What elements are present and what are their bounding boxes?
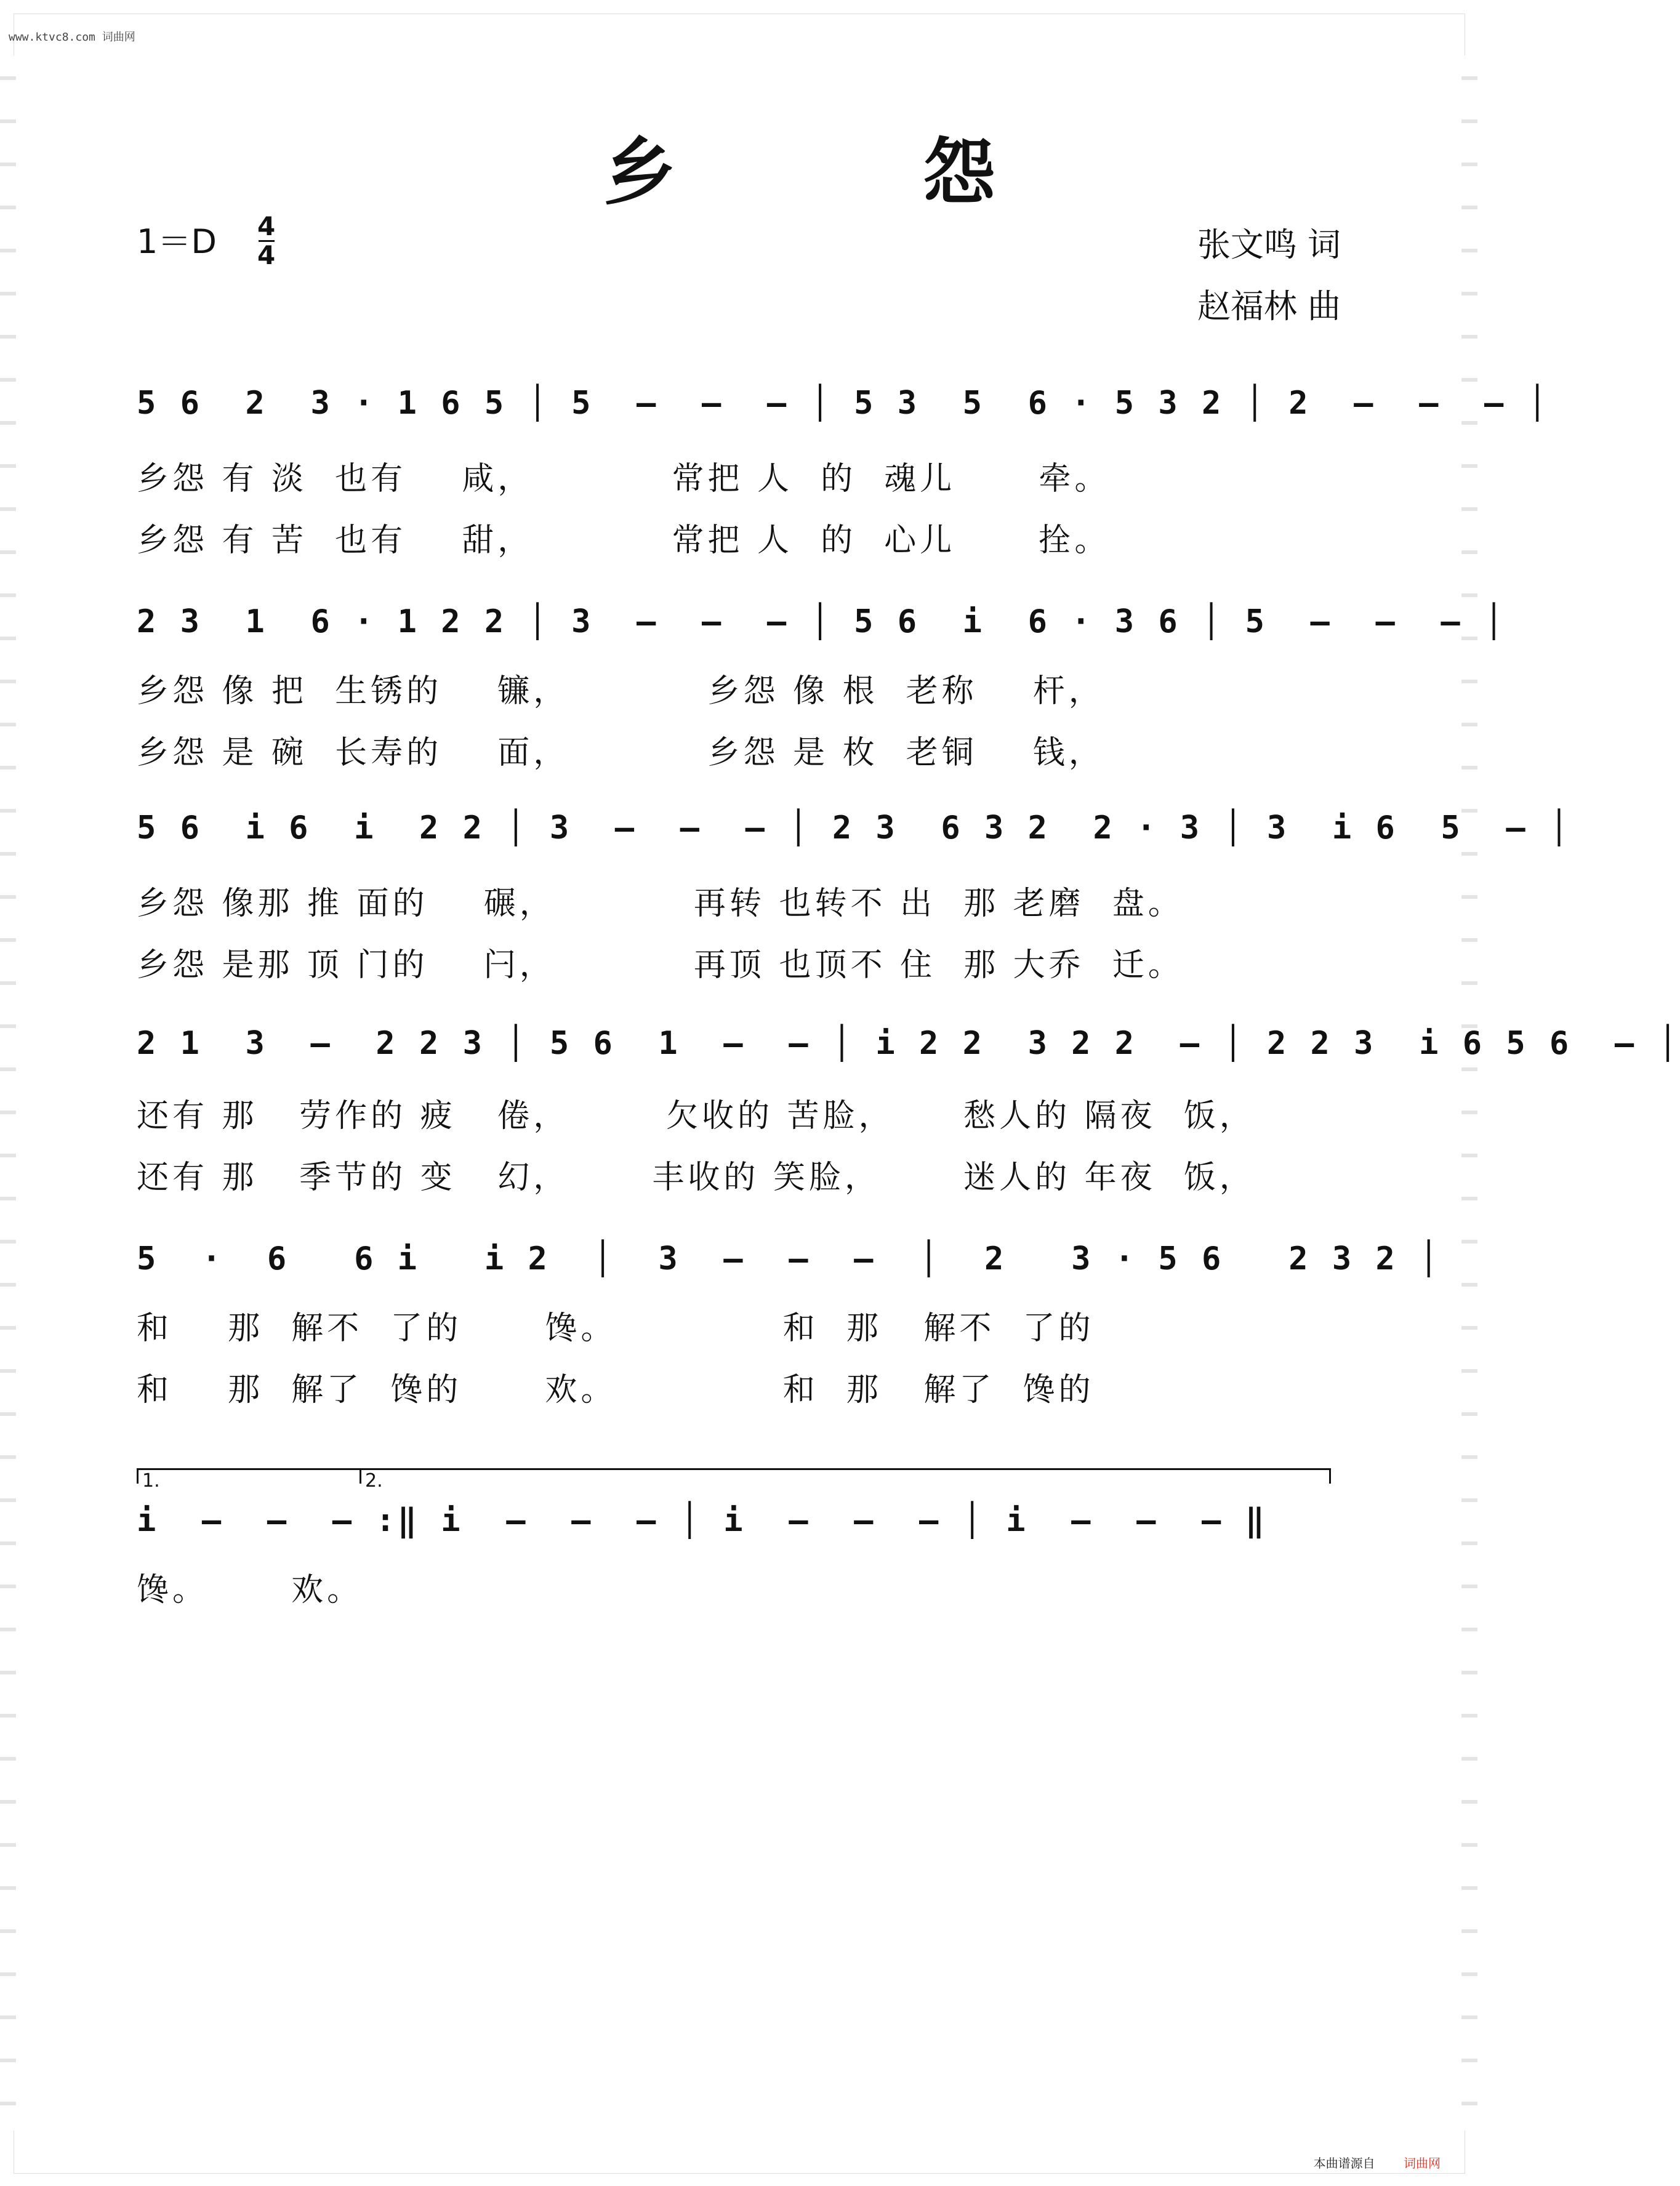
song-title: 乡 怨 (603, 129, 1107, 215)
left-border-pattern (0, 55, 16, 2131)
footer-source: 本曲谱源自 (1313, 2156, 1375, 2171)
lyric-line-6: 馋。 欢。 (137, 1572, 363, 1609)
volta-brackets (137, 1468, 1331, 1492)
meter-bottom: 4 (257, 240, 276, 270)
notation-line-3: 5 6 i 6 i 2 2 │ 3 – – – │ 2 3 6 3 2 2 · 3 │ 3 i 6 5 – │ (137, 810, 1572, 846)
footer (1314, 2153, 1441, 2171)
lyric-line-5-verse-2: 和 那 解了 馋的 欢。 和 那 解了 馋的 (137, 1372, 1095, 1408)
meter-top: 4 (257, 211, 276, 241)
first-ending-label: 1. (137, 1470, 160, 1484)
lyric-line-4-verse-1: 还有 那 劳作的 疲 倦， 欠收的 苦脸， 愁人的 隔夜 饭， (137, 1098, 1255, 1135)
time-signature (257, 213, 275, 269)
notation-line-5: 5 · 6 6 i i 2 │ 3 – – – │ 2 3 · 5 6 2 3 2 │ (137, 1240, 1441, 1277)
lyric-line-2-verse-2: 乡怨 是 碗 长寿的 面， 乡怨 是 枚 老铜 钱， (137, 734, 1104, 771)
lyric-line-1-verse-1: 乡怨 有 淡 也有 咸， 常把 人 的 魂儿 牵。 (137, 460, 1111, 497)
lyricist-credit: 张文鸣 词 (1197, 225, 1341, 264)
composer-credit: 赵福林 曲 (1197, 287, 1341, 326)
lyric-line-5-verse-1: 和 那 解不 了的 馋。 和 那 解不 了的 (137, 1310, 1095, 1347)
notation-line-4: 2 1 3 – 2 2 3 │ 5 6 1 – – │ i 2 2 3 2 2 – │ 2 2 3 i 6 5 6 – │ (137, 1025, 1680, 1062)
lyric-line-3-verse-2: 乡怨 是那 顶 门的 闩， 再顶 也顶不 住 那 大乔 迁。 (137, 947, 1184, 984)
lyric-line-1-verse-2: 乡怨 有 苦 也有 甜， 常把 人 的 心儿 拴。 (137, 522, 1111, 559)
second-ending-label: 2. (360, 1470, 383, 1484)
lyric-line-4-verse-2: 还有 那 季节的 变 幻， 丰收的 笑脸， 迷人的 年夜 饭， (137, 1159, 1255, 1196)
notation-line-6: i – – – :‖ i – – – │ i – – – │ i – – – ‖ (137, 1502, 1267, 1539)
footer-site-link[interactable]: 词曲网 (1404, 2156, 1441, 2171)
right-border-pattern (1461, 55, 1477, 2131)
notation-line-2: 2 3 1 6 · 1 2 2 │ 3 – – – │ 5 6 i 6 · 3 6 │ 5 – – – │ (137, 603, 1506, 640)
watermark: www.ktvc8.com 词曲网 (9, 31, 135, 44)
notation-line-1: 5 6 2 3 · 1 6 5 │ 5 – – – │ 5 3 5 6 · 5 3 2 │ 2 – – – │ (137, 385, 1549, 422)
key-signature: 1＝D (137, 222, 217, 261)
lyric-line-3-verse-1: 乡怨 像那 推 面的 碾， 再转 也转不 出 那 老磨 盘。 (137, 885, 1184, 922)
lyric-line-2-verse-1: 乡怨 像 把 生锈的 镰， 乡怨 像 根 老称 杆， (137, 673, 1104, 710)
